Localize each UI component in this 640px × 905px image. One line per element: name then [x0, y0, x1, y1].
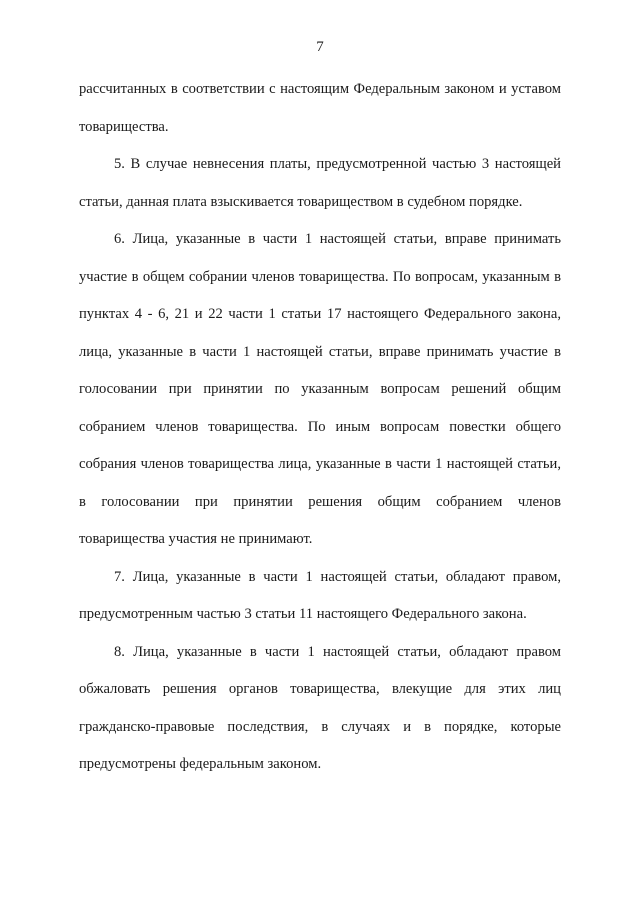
paragraph-item-5: 5. В случае невнесения платы, предусмотренной частью 3 настоящей статьи, данная плата взыскивается товариществом в судебном порядке. [79, 156, 561, 210]
page-number: 7 [316, 39, 324, 55]
document-body [79, 71, 561, 784]
paragraph-item-7: 7. Лица, указанные в части 1 настоящей статьи, обладают правом, предусмотренным частью 3 статьи 11 настоящего Федерального закона. [79, 568, 561, 622]
paragraph-continuation: рассчитанных в соответствии с настоящим Федеральным законом и уставом товарищества. [79, 81, 561, 135]
paragraph-item-6: 6. Лица, указанные в части 1 настоящей статьи, вправе принимать участие в общем собрании членов товарищества. По вопросам, указанным в пунктах 4 - 6, 21 и 22 части 1 статьи 17 настоящего Федерального закона, лица, указанные в части 1 настоящей статьи, вправе принимать участие в голосовании при принятии по указанным вопросам решений общим собранием членов товарищества. По иным вопросам повестки общего собрания членов товарищества лица, указанные в части 1 настоящей статьи, в голосовании при принятии решения общим собранием членов товарищества участия не принимают. [79, 231, 561, 547]
paragraph-item-8: 8. Лица, указанные в части 1 настоящей статьи, обладают правом обжаловать решения органов товарищества, влекущие для этих лиц гражданско-правовые последствия, в случаях и в порядке, которые предусмотрены федеральным законом. [79, 643, 561, 772]
